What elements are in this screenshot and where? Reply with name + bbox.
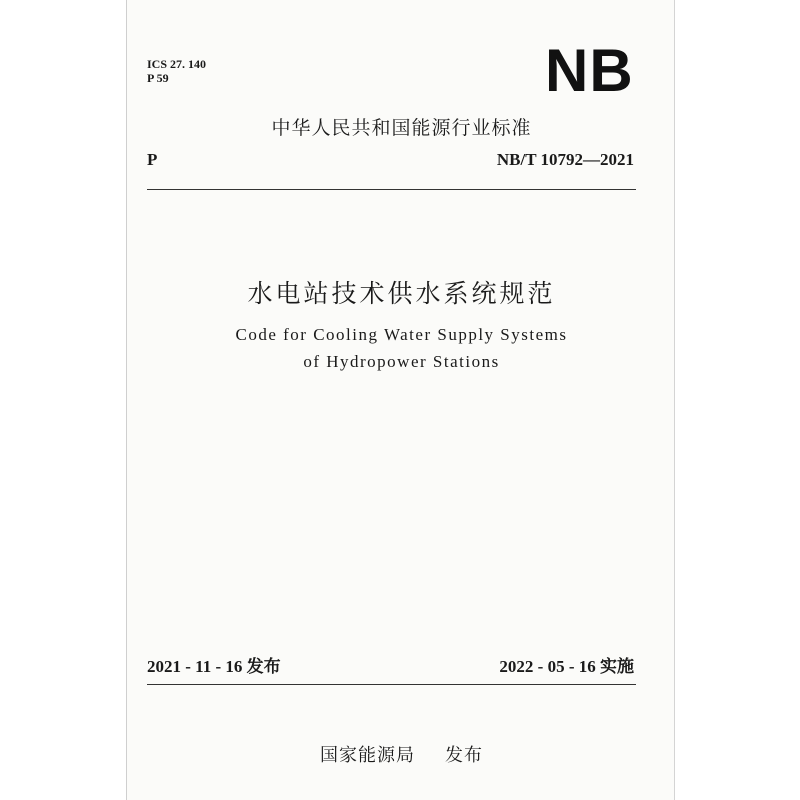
nb-logo: NB — [545, 37, 634, 104]
publisher-name: 国家能源局 — [320, 745, 415, 766]
bottom-divider — [147, 684, 636, 685]
cover-page — [126, 0, 675, 800]
ics-code-block — [147, 57, 206, 85]
title-english-line2: of Hydropower Stations — [303, 352, 500, 371]
ics-code: ICS 27. 140 — [147, 57, 207, 71]
publisher-line — [127, 744, 676, 768]
issue-date: 2021 - 11 - 16 发布 — [147, 657, 281, 676]
publisher-action: 发布 — [445, 745, 483, 766]
top-divider — [147, 189, 636, 190]
standard-number: NB/T 10792—2021 — [496, 150, 634, 169]
standard-type: 中华人民共和国能源行业标准 — [271, 117, 532, 139]
ccs-code: P 59 — [147, 71, 169, 85]
title-chinese: 水电站技术供水系统规范 — [247, 279, 556, 308]
classification-letter: P — [147, 150, 158, 169]
title-english-line1: Code for Cooling Water Supply Systems — [235, 325, 568, 344]
implementation-date: 2022 - 05 - 16 实施 — [499, 657, 634, 676]
